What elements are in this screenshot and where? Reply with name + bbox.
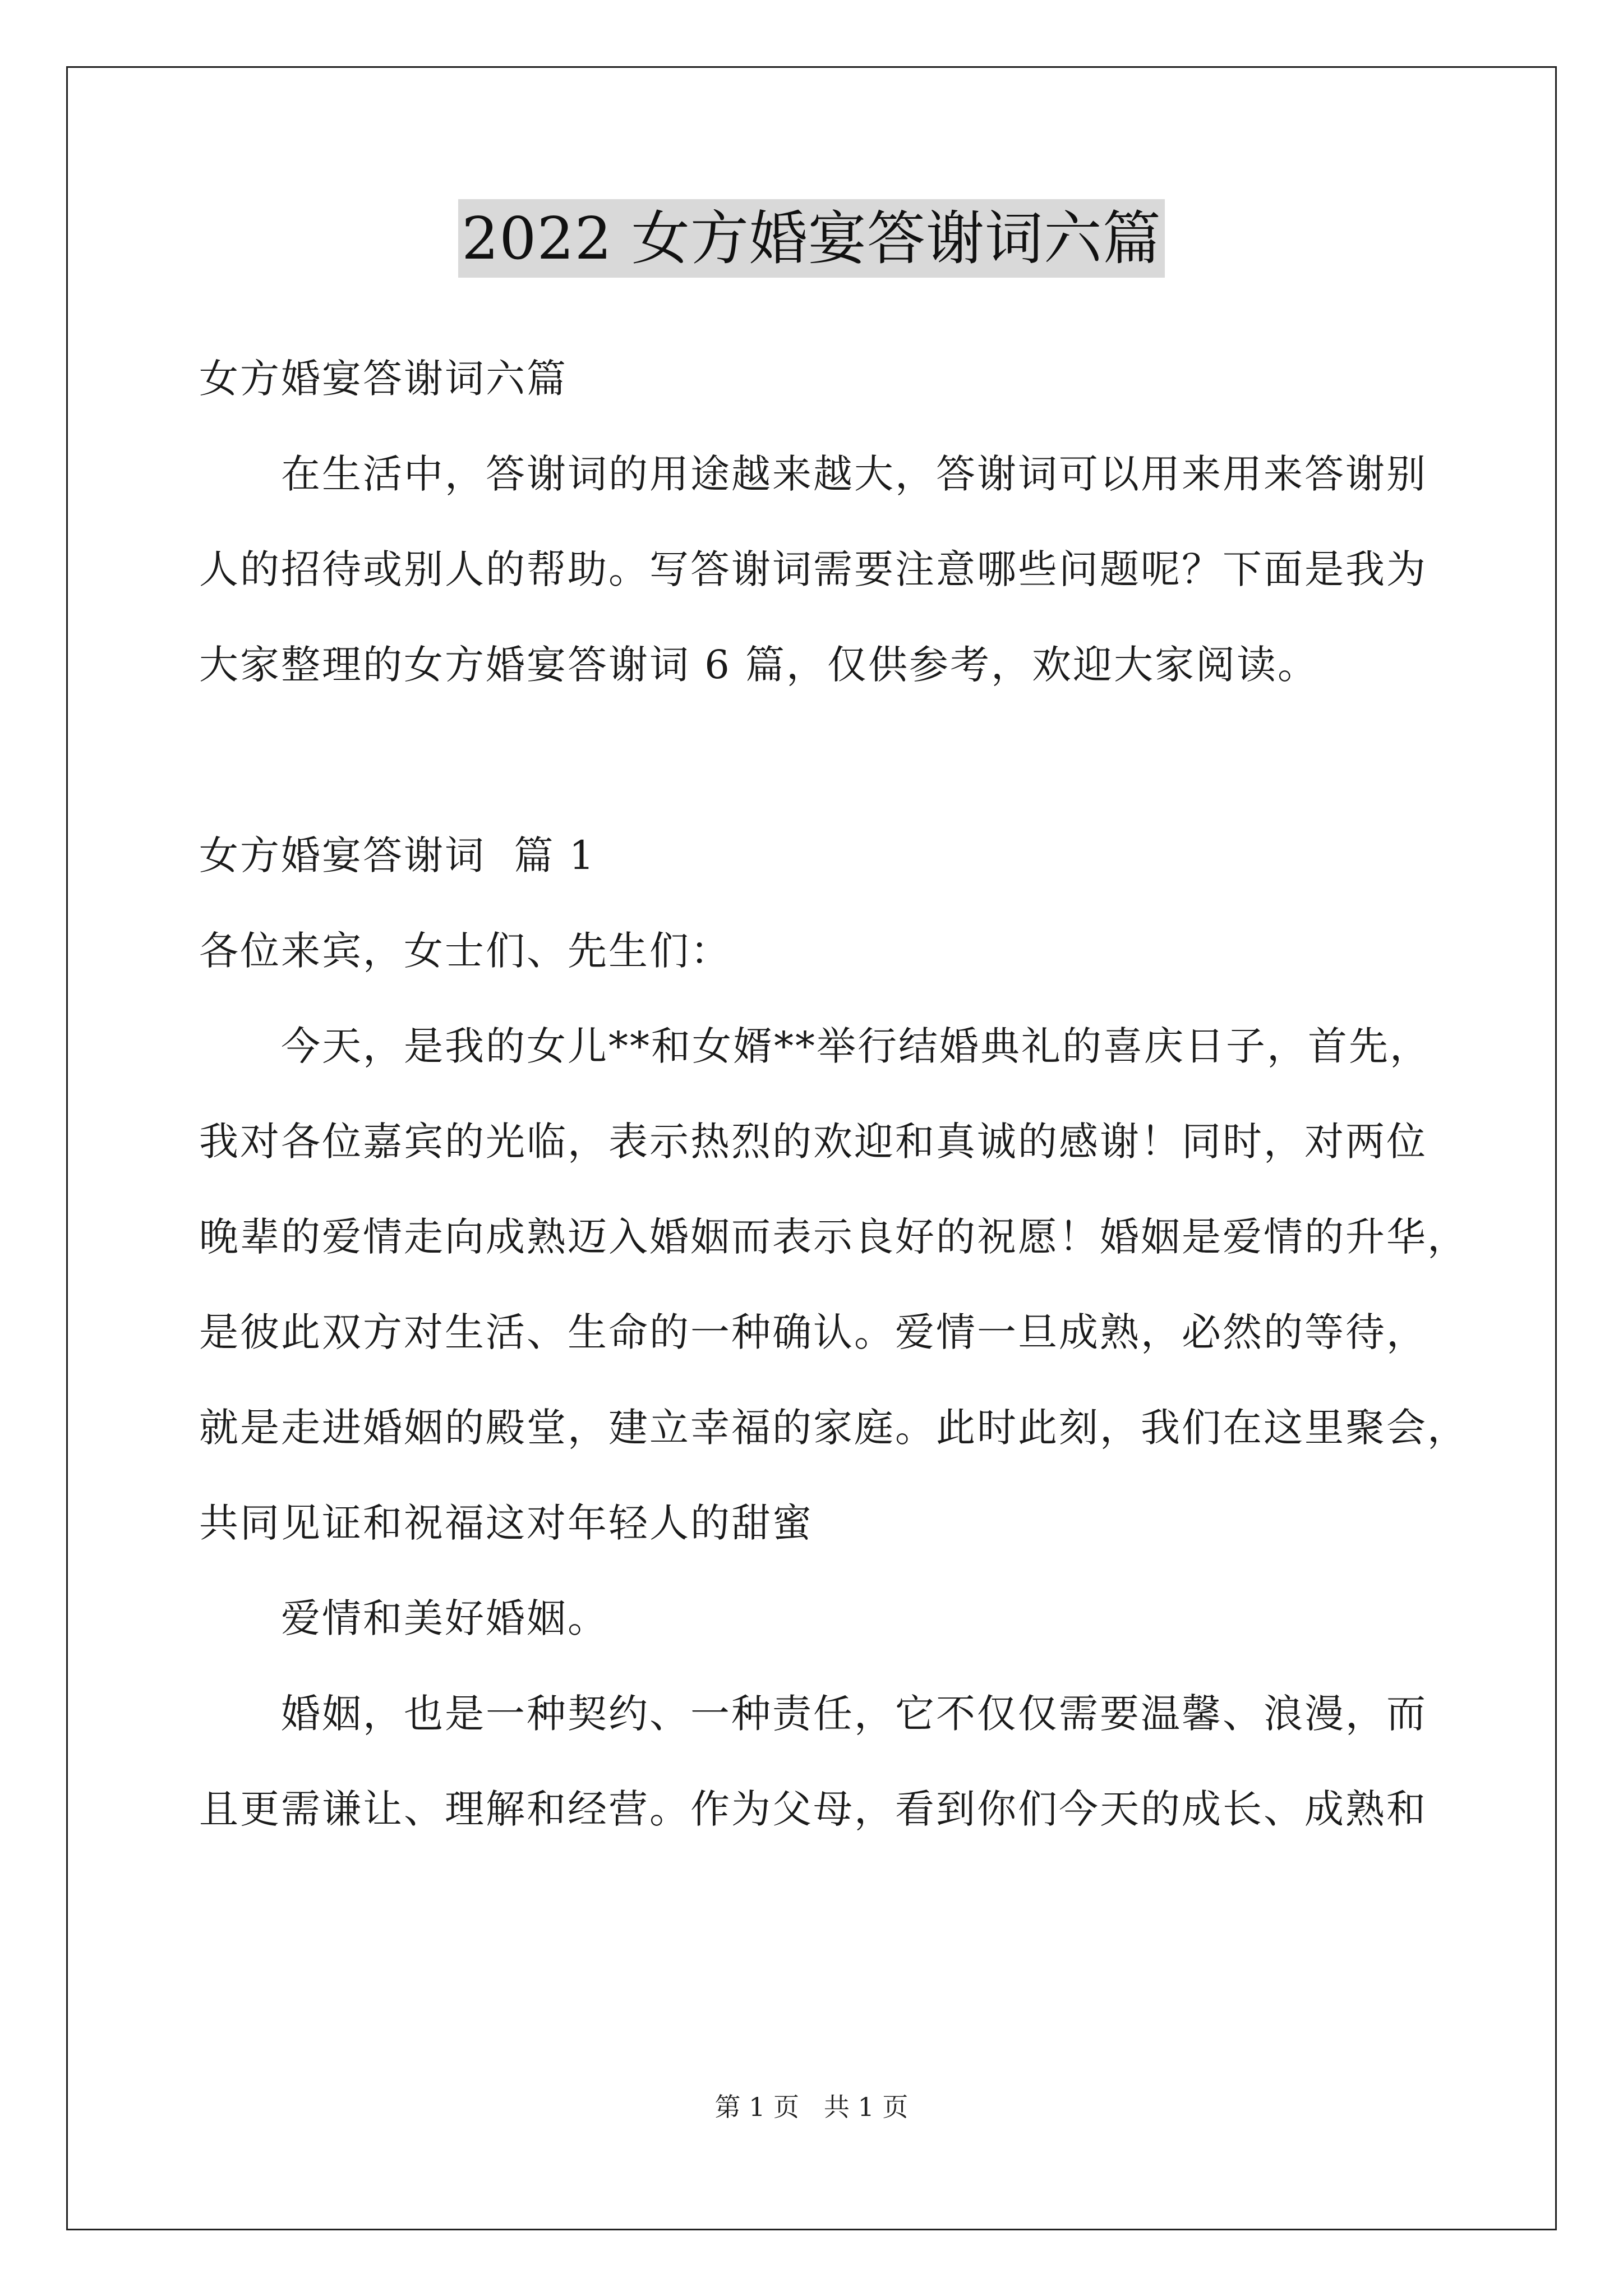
paragraph-line: 爱情和美好婚姻。 [281,1595,608,1641]
blank-line [199,712,1461,808]
paragraph-line: 就是走进婚姻的殿堂，建立幸福的家庭。此时此刻，我们在这里聚会， [199,1405,1468,1451]
paragraph-line: 共同见证和祝福这对年轻人的甜蜜 [199,1500,813,1546]
paragraph-line: 是彼此双方对生活、生命的一种确认。爱情一旦成熟，必然的等待， [199,1309,1427,1355]
paragraph-line: 我对各位嘉宾的光临，表示热烈的欢迎和真诚的感谢！同时，对两位 [199,1119,1427,1165]
paragraph-line: 晚辈的爱情走向成熟迈入婚姻而表示良好的祝愿！婚姻是爱情的升华， [199,1214,1468,1260]
title-wrapper [0,199,1623,278]
subtitle: 女方婚宴答谢词六篇 [199,356,568,402]
section-heading: 女方婚宴答谢词 篇 1 [199,832,596,878]
intro-line: 大家整理的女方婚宴答谢词 6 篇，仅供参考，欢迎大家阅读。 [199,642,1319,688]
intro-line: 人的招待或别人的帮助。写答谢词需要注意哪些问题呢？下面是我为 [199,546,1427,592]
document-title: 2022 女方婚宴答谢词六篇 [458,199,1165,278]
salutation: 各位来宾，女士们、先生们： [199,928,731,974]
paragraph-line: 今天，是我的女儿**和女婿**举行结婚典礼的喜庆日子，首先， [281,1023,1431,1069]
intro-line: 在生活中，答谢词的用途越来越大，答谢词可以用来用来答谢别 [281,451,1427,497]
document-body [199,331,1468,1857]
paragraph-line: 婚姻，也是一种契约、一种责任，它不仅仅需要温馨、浪漫，而 [281,1691,1427,1737]
paragraph-line: 且更需谦让、理解和经营。作为父母，看到你们今天的成长、成熟和 [199,1786,1427,1832]
page-footer: 第 1 页 共 1 页 [714,2092,909,2122]
